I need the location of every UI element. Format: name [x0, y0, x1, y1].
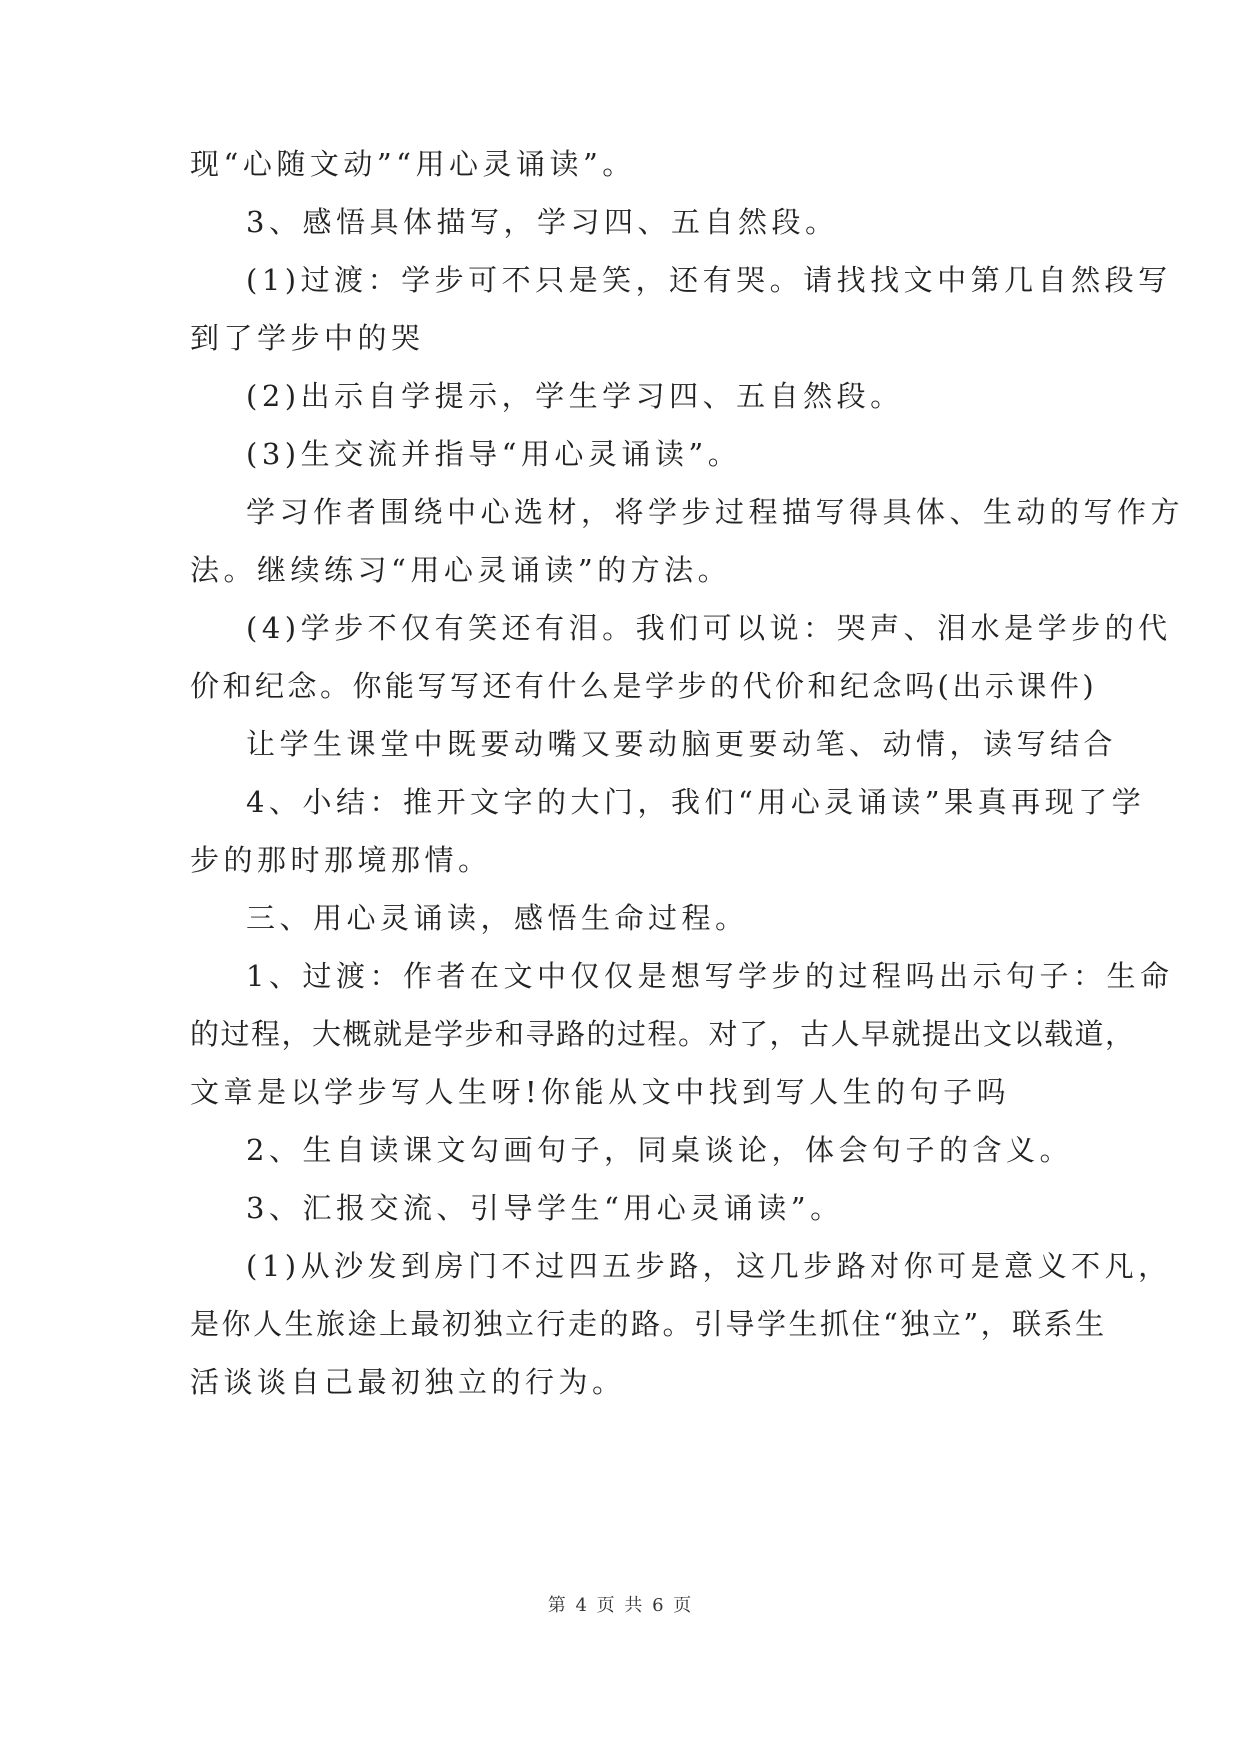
- page-number-footer: 第 4 页 共 6 页: [547, 1595, 694, 1616]
- text-line: 三、用心灵诵读，感悟生命过程。: [246, 901, 749, 935]
- text-line: (1)过渡：学步可不只是笑，还有哭。请找找文中第几自然段写: [246, 263, 1172, 297]
- text-line: (4)学步不仅有笑还有泪。我们可以说：哭声、泪水是学步的代: [246, 611, 1172, 645]
- text-line: 现“心随文动”“用心灵诵读”。: [190, 147, 636, 181]
- text-line: 活谈谈自己最初独立的行为。: [190, 1365, 626, 1399]
- text-line: 步的那时那境那情。: [190, 843, 492, 877]
- text-line: 价和纪念。你能写写还有什么是学步的代价和纪念吗(出示课件): [190, 669, 1098, 703]
- text-line: 3、感悟具体描写，学习四、五自然段。: [246, 205, 839, 239]
- text-line: 2、生自读课文勾画句子，同桌谈论，体会句子的含义。: [246, 1133, 1073, 1167]
- text-line: 1、过渡：作者在文中仅仅是想写学步的过程吗出示句子：生命: [246, 959, 1174, 993]
- text-line: 学习作者围绕中心选材，将学步过程描写得具体、生动的写作方: [246, 495, 1185, 529]
- text-line: (2)出示自学提示，学生学习四、五自然段。: [246, 379, 904, 413]
- text-line: 让学生课堂中既要动嘴又要动脑更要动笔、动情，读写结合: [246, 727, 1118, 761]
- text-line: 到了学步中的哭: [190, 321, 425, 355]
- text-line: 法。继续练习“用心灵诵读”的方法。: [190, 553, 732, 587]
- text-line: 的过程，大概就是学步和寻路的过程。对了，古人早就提出文以载道，: [190, 1017, 1136, 1051]
- text-line: 文章是以学步写人生呀!你能从文中找到写人生的句子吗: [190, 1075, 1011, 1109]
- text-line: 3、汇报交流、引导学生“用心灵诵读”。: [246, 1191, 844, 1225]
- text-line: (1)从沙发到房门不过四五步路，这几步路对你可是意义不凡，: [246, 1249, 1172, 1283]
- text-line: 是你人生旅途上最初独立行走的路。引导学生抓住“独立”，联系生: [190, 1307, 1107, 1341]
- text-line: (3)生交流并指导“用心灵诵读”。: [246, 437, 742, 471]
- text-line: 4、小结：推开文字的大门，我们“用心灵诵读”果真再现了学: [246, 785, 1146, 819]
